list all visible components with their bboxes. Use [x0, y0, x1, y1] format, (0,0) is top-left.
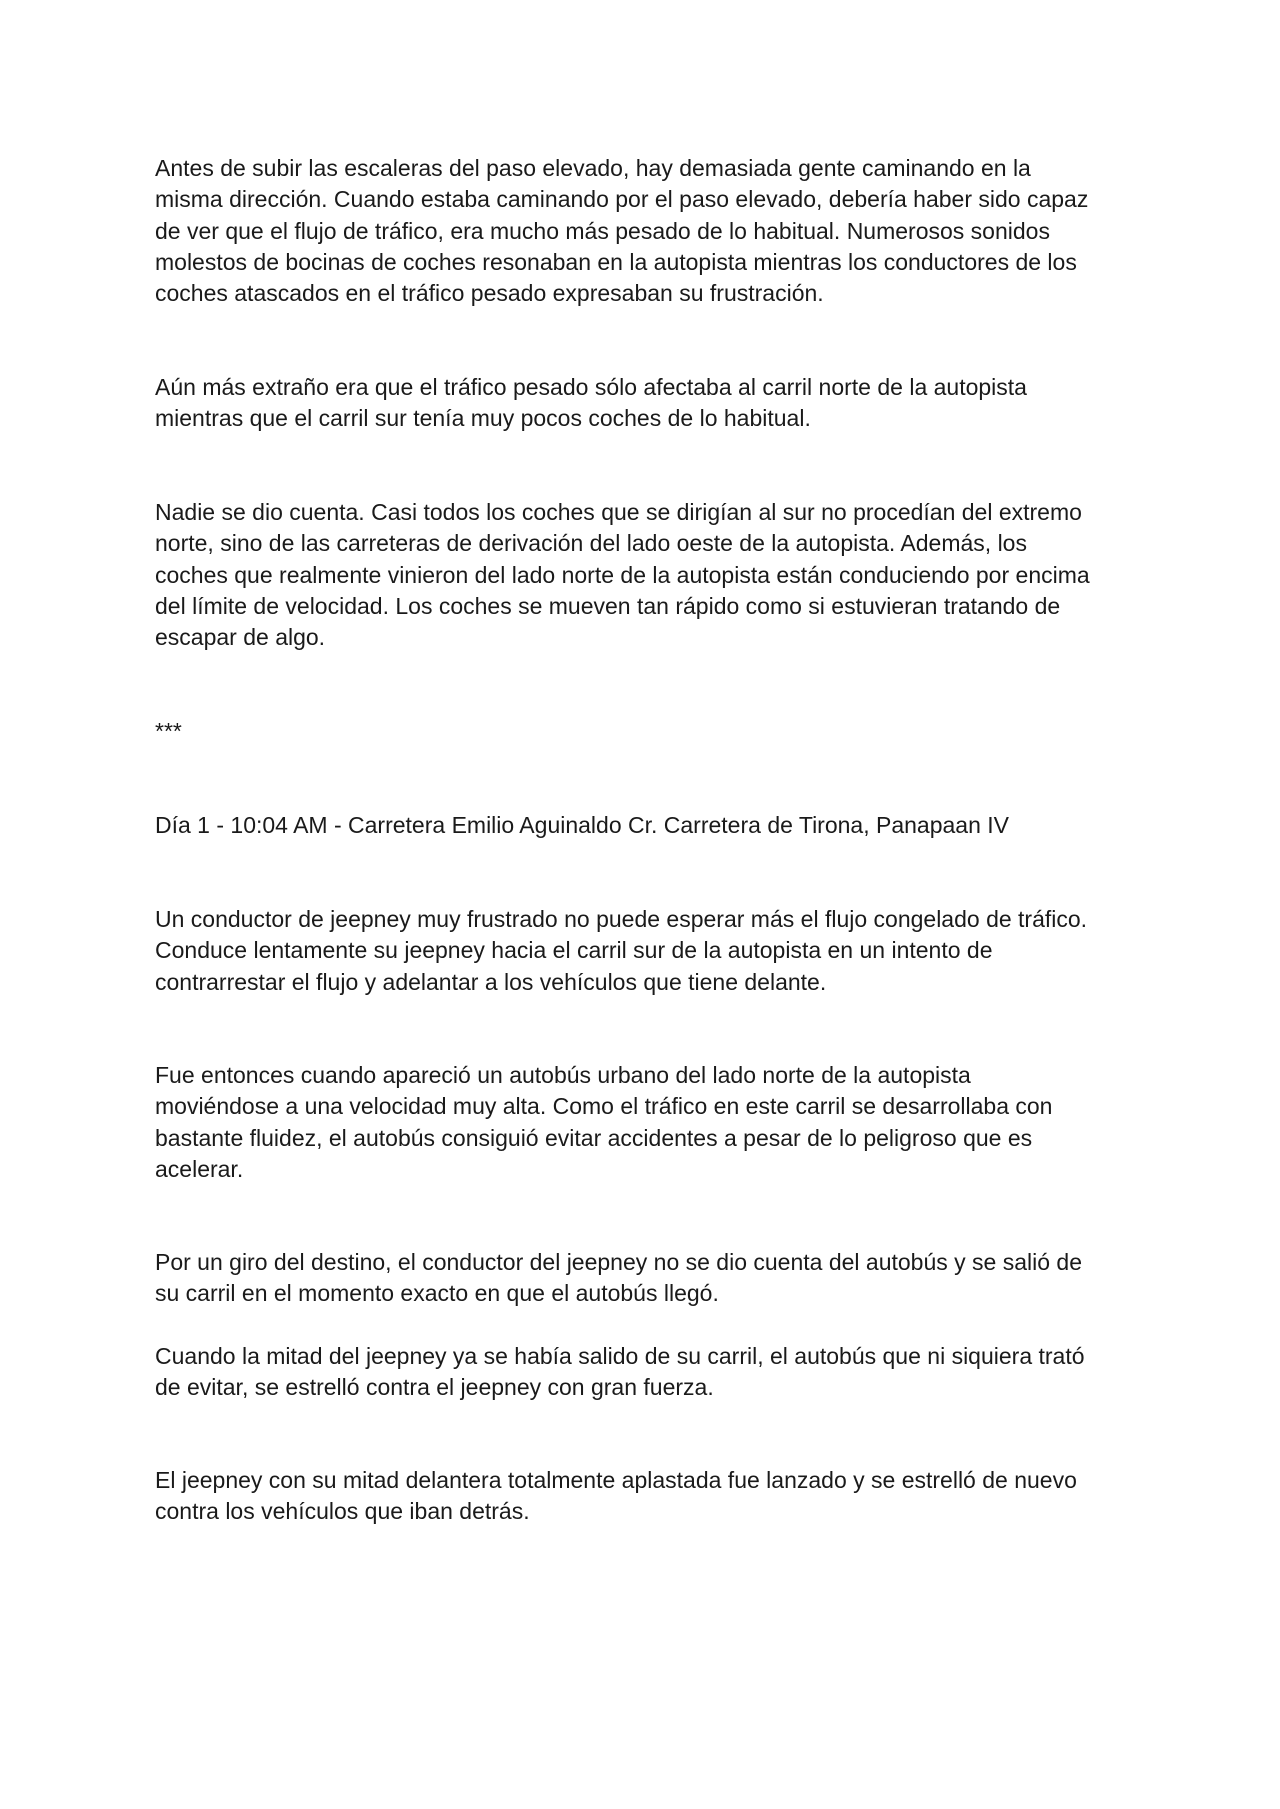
paragraph-jeepney-driver: Un conductor de jeepney muy frustrado no puede esperar más el flujo congelado de tráfico. Conduce lentamente su jeepney hacia el carril sur de la autopista en un intento de contrarrestar el flujo y adelantar a los vehículos que tiene delante.	[155, 906, 1088, 995]
paragraph-overpass-crowd: Antes de subir las escaleras del paso elevado, hay demasiada gente caminando en la misma dirección. Cuando estaba caminando por el paso elevado, debería haber sido capaz de ver que el flujo de tráfico, era mucho más pesado de lo habitual. Numerosos sonidos molestos de bocinas de coches resonaban en la autopista mientras los conductores de los coches atascados en el tráfico pesado expresaban su frustración.	[155, 155, 1089, 307]
paragraph-north-lane: Aún más extraño era que el tráfico pesado sólo afectaba al carril norte de la autopista mientras que el carril sur tenía muy pocos coches de lo habitual.	[155, 374, 1027, 432]
paragraph-aftermath: El jeepney con su mitad delantera totalmente aplastada fue lanzado y se estrelló de nuevo contra los vehículos que iban detrás.	[155, 1467, 1077, 1525]
paragraph-collision: Cuando la mitad del jeepney ya se había salido de su carril, el autobús que ni siquiera trató de evitar, se estrelló contra el jeepney con gran fuerza.	[155, 1343, 1085, 1401]
scene-heading: Día 1 - 10:04 AM - Carretera Emilio Aguinaldo Cr. Carretera de Tirona, Panapaan IV	[155, 812, 1009, 838]
paragraph-nobody-noticed: Nadie se dio cuenta. Casi todos los coches que se dirigían al sur no procedían del extremo norte, sino de las carreteras de derivación del lado oeste de la autopista. Además, los coches que realmente vinieron del lado norte de la autopista están conduciendo por encima del límite de velocidad. Los coches se mueven tan rápido como si estuvieran tratando de escapar de algo.	[155, 499, 1090, 651]
paragraph-bus-appears: Fue entonces cuando apareció un autobús urbano del lado norte de la autopista moviéndose a una velocidad muy alta. Como el tráfico en este carril se desarrollaba con bastante fluidez, el autobús consiguió evitar accidentes a pesar de lo peligroso que es acelerar.	[155, 1062, 1053, 1182]
paragraph-twist-of-fate: Por un giro del destino, el conductor del jeepney no se dio cuenta del autobús y se salió de su carril en el momento exacto en que el autobús llegó.	[155, 1249, 1083, 1307]
scene-break: ***	[155, 718, 182, 744]
